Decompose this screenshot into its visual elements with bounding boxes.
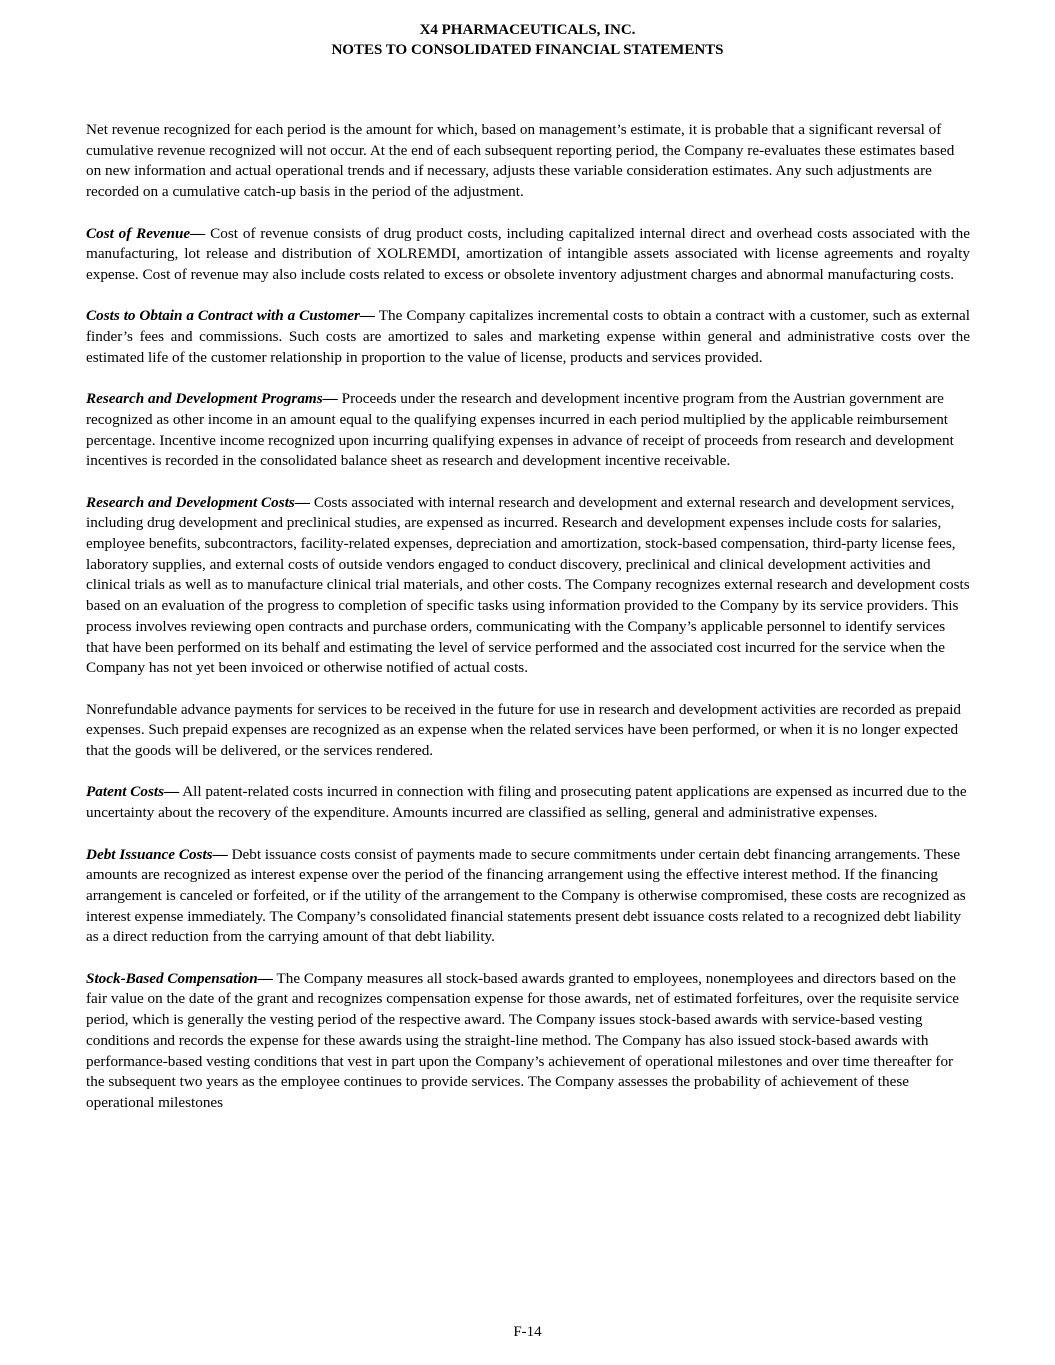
paragraph-costs-to-obtain-contract (86, 306, 970, 368)
paragraph-term: Research and Development Programs— (86, 390, 338, 408)
paragraph-stock-based-compensation (86, 969, 970, 1114)
paragraph-text: Proceeds under the research and development incentive program from the Austrian government are recognized as other income in an amount equal to the qualifying expenses incurred in each period multiplied by the applicable reimbursement percentage. Incentive income recognized upon incurring qualifying expenses in advance of receipt of proceeds from research and development incentives is recorded in the consolidated balance sheet as research and development incentive receivable. (86, 390, 954, 470)
paragraph-text: The Company measures all stock-based awards granted to employees, nonemployees and directors based on the fair value on the date of the grant and recognizes compensation expense for those awards, net of estimated forfeitures, over the requisite service period, which is generally the vesting period of the respective award. The Company issues stock-based awards with service-based vesting conditions and records the expense for these awards using the straight-line method. The Company has also issued stock-based awards with performance-based vesting conditions that vest in part upon the Company’s achievement of operational milestones and over time thereafter for the subsequent two years as the employee continues to provide services. The Company assesses the probability of achievement of these operational milestones (86, 969, 959, 1111)
paragraph-debt-issuance-costs (86, 845, 970, 949)
paragraph-cost-of-revenue (86, 224, 970, 286)
paragraph-term: Patent Costs— (86, 783, 180, 801)
paragraph-term: Cost of Revenue— (86, 224, 206, 242)
paragraph-nonrefundable-advance (86, 700, 970, 762)
statement-title: NOTES TO CONSOLIDATED FINANCIAL STATEMENTS (331, 42, 724, 58)
paragraph-net-revenue (86, 120, 970, 203)
page-header (0, 20, 1055, 60)
notes-body (86, 120, 970, 1134)
paragraph-text: All patent-related costs incurred in connection with filing and prosecuting patent applications are expensed as incurred due to the uncertainty about the recovery of the expenditure. Amounts incurred are classified as selling, general and administrative expenses. (86, 783, 967, 822)
paragraph-patent-costs (86, 782, 970, 823)
paragraph-term: Costs to Obtain a Contract with a Customer— (86, 307, 376, 325)
paragraph-term: Research and Development Costs— (86, 493, 311, 511)
paragraph-text: Costs associated with internal research and development and external research and development services, including drug development and preclinical studies, are expensed as incurred. Research and development expenses include costs for salaries, employee benefits, subcontractors, facility-related expenses, depreciation and amortization, stock-based compensation, third-party license fees, laboratory supplies, and external costs of outside vendors engaged to conduct discovery, preclinical and clinical development activities and clinical trials as well as to manufacture clinical trial materials, and other costs. The Company recognizes external research and development costs based on an evaluation of the progress to completion of specific tasks using information provided to the Company by its service providers. This process involves reviewing open contracts and purchase orders, communicating with the Company’s applicable personnel to identify services that have been performed on its behalf and estimating the level of service performed and the associated cost incurred for the service when the Company has not yet been invoiced or otherwise notified of actual costs. (86, 493, 970, 677)
paragraph-text: Cost of revenue consists of drug product costs, including capitalized internal direct and overhead costs associated with the manufacturing, lot release and distribution of XOLREMDI, amortization of intangible assets associated with license agreements and royalty expense. Cost of revenue may also include costs related to excess or obsolete inventory adjustment charges and abnormal manufacturing costs. (86, 224, 970, 283)
paragraph-text: The Company capitalizes incremental costs to obtain a contract with a customer, such as external finder’s fees and commissions. Such costs are amortized to sales and marketing expense within general and administrative costs over the estimated life of the customer relationship in proportion to the value of license, products and services provided. (86, 307, 970, 366)
paragraph-term: Stock-Based Compensation— (86, 969, 273, 987)
page-number: F-14 (513, 1324, 542, 1340)
paragraph-text: Net revenue recognized for each period is the amount for which, based on management’s estimate, it is probable that a significant reversal of cumulative revenue recognized will not occur. At the end of each subsequent reporting period, the Company re-evaluates these estimates based on new information and actual operational trends and if necessary, adjusts these variable consideration estimates. Any such adjustments are recorded on a cumulative catch-up basis in the period of the adjustment. (86, 121, 955, 201)
paragraph-term: Debt Issuance Costs— (86, 845, 228, 863)
paragraph-text: Nonrefundable advance payments for services to be received in the future for use in research and development activities are recorded as prepaid expenses. Such prepaid expenses are recognized as an expense when the related services have been performed, or when it is no longer expected that the goods will be delivered, or the services rendered. (86, 700, 962, 760)
paragraph-rd-costs (86, 493, 970, 679)
company-name: X4 PHARMACEUTICALS, INC. (419, 22, 636, 38)
paragraph-rd-programs (86, 389, 970, 472)
paragraph-text: Debt issuance costs consist of payments made to secure commitments under certain debt financing arrangements. These amounts are recognized as interest expense over the period of the financing arrangement using the effective interest method. If the financing arrangement is canceled or forfeited, or if the utility of the arrangement to the Company is otherwise compromised, these costs are recognized as interest expense immediately. The Company’s consolidated financial statements present debt issuance costs related to a recognized debt liability as a direct reduction from the carrying amount of that debt liability. (86, 845, 966, 946)
